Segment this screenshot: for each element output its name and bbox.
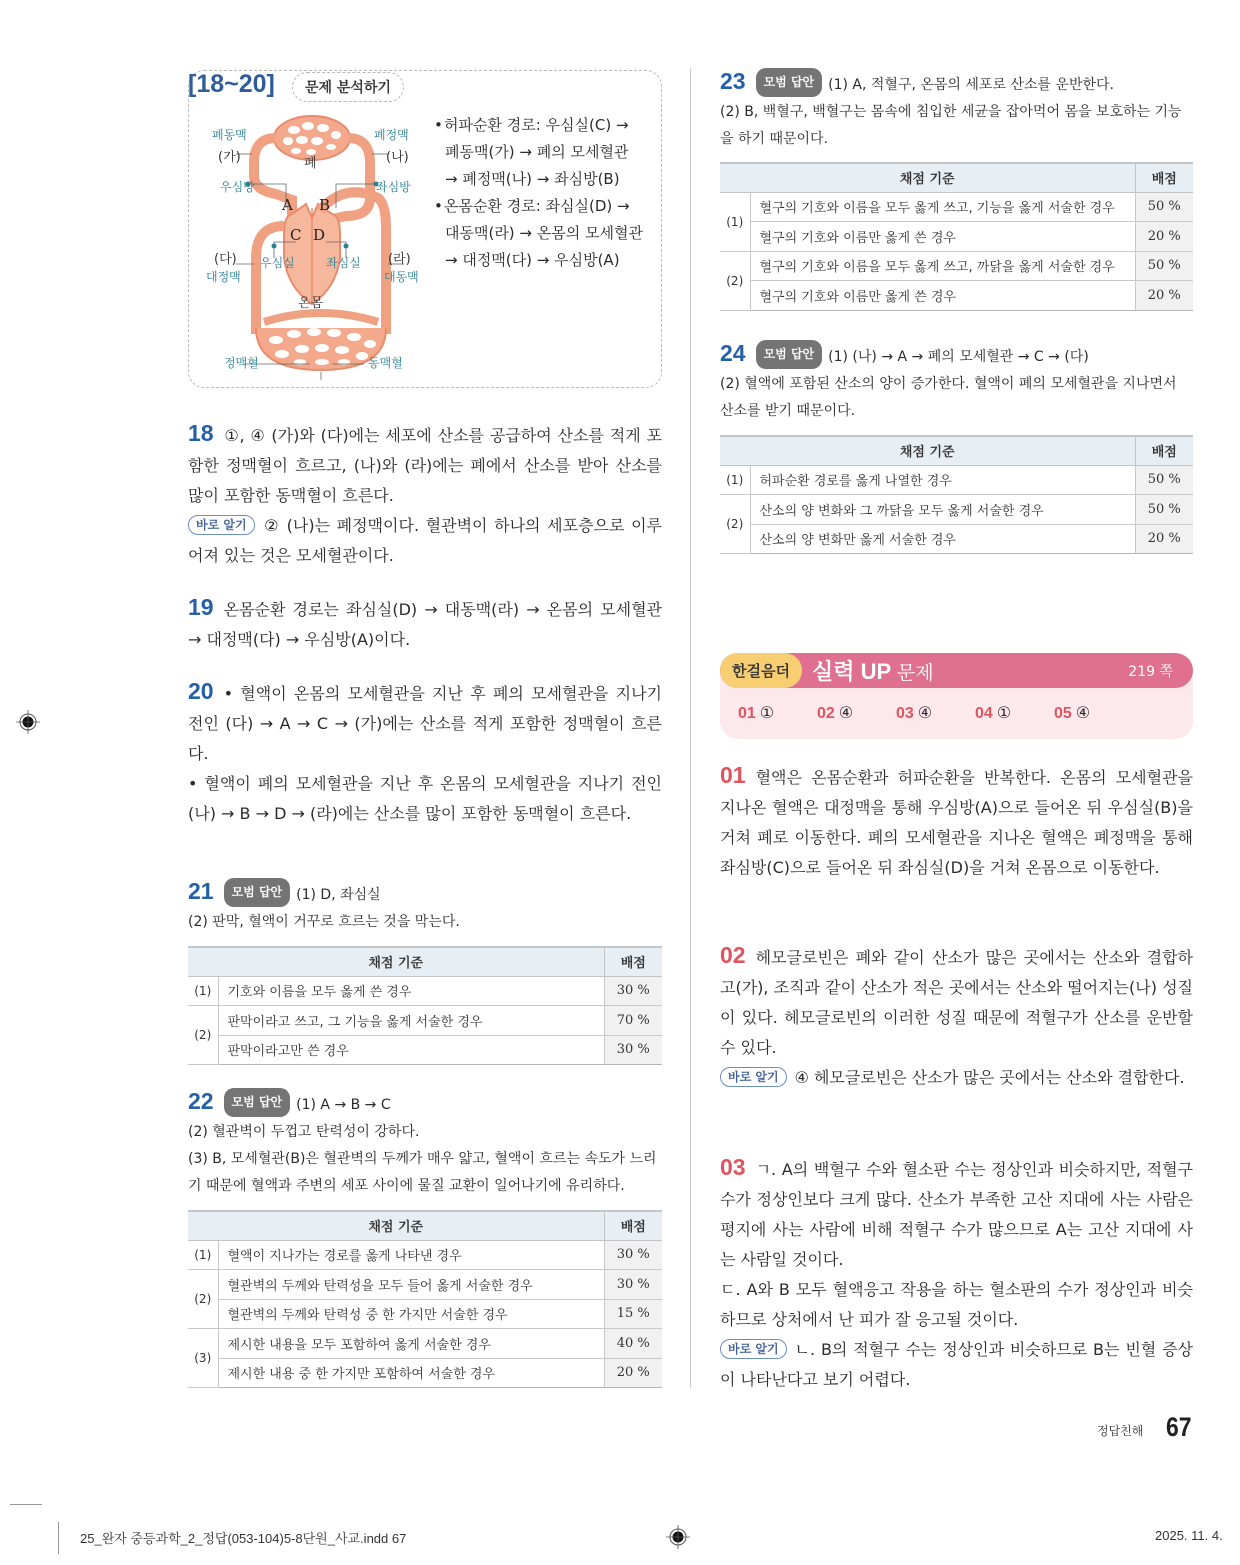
- model-answer-badge: 모범 답안: [224, 878, 291, 907]
- circulation-diagram: [196, 108, 428, 380]
- stepup-explanation-02: 02 헤모글로빈은 폐와 같이 산소가 많은 곳에서는 산소와 결합하고(가), 조직과 같이 산소가 적은 곳에서는 산소와 떨어지는(나) 성질이 있다. 헤모글로빈의 이러한 성질 때문에 적혈구가 산소를 운반할 수 있다. 바로 알기 ④ 헤모글로빈은 산소가 많은 곳에서는 산소와 결합한다.: [720, 942, 1193, 1087]
- check-badge: 바로 알기: [720, 1339, 787, 1359]
- question-number: 21: [188, 878, 214, 904]
- table-row: (1) 혈액이 지나가는 경로를 옳게 나타낸 경우 30 %: [188, 1240, 662, 1270]
- letter-b: B: [319, 196, 331, 214]
- crop-mark: [58, 1522, 59, 1554]
- table-row: 혈관벽의 두께와 탄력성 중 한 가지만 서술한 경우 15 %: [188, 1299, 662, 1329]
- mark-ra: (라): [388, 252, 411, 267]
- page-number: 67: [1166, 1412, 1192, 1442]
- table-row: (2) 산소의 양 변화와 그 까닭을 모두 옳게 서술한 경우 50 %: [720, 495, 1193, 525]
- print-date: 2025. 11. 4.: [1155, 1528, 1223, 1543]
- registration-mark-icon: [16, 710, 40, 734]
- check-badge: 바로 알기: [720, 1067, 787, 1087]
- question-number: 20: [188, 678, 214, 704]
- label-arterial-blood: 동맥혈: [368, 356, 403, 370]
- stepup-tag: 한걸음더: [720, 653, 802, 688]
- analysis-points: •허파순환 경로: 우심실(C) → 폐동맥(가) → 폐의 모세혈관 → 폐정맥(나) → 좌심방(B) •온몸순환 경로: 좌심실(D) → 대동맥(라) → 온몸의 모세혈관 → 대정맥(다) → 우심방(A): [434, 112, 654, 274]
- analysis-tag: 문제 분석하기: [292, 72, 404, 102]
- stepup-title: 실력 UP 문제: [812, 659, 934, 684]
- print-slug: 25_완자 중등과학_2_정답(053-104)5-8단원_사교.indd 67: [80, 1531, 407, 1546]
- table-row: (1) 기호와 이름을 모두 옳게 쓴 경우 30 %: [188, 976, 662, 1006]
- stepup-answer: 05 ④: [1054, 703, 1091, 722]
- column-divider: [690, 68, 691, 1388]
- stepup-explanation-01: 01 혈액은 온몸순환과 허파순환을 반복한다. 온몸의 모세혈관을 지나온 혈액은 대정맥을 통해 우심방(A)으로 들어온 뒤 우심실(B)을 거쳐 폐로 이동한다. 폐의 모세혈관을 지나온 혈액은 폐정맥을 통해 좌심방(C)으로 들어온 뒤 좌심실(D)을 거쳐 온몸으로 이동한다.: [720, 762, 1193, 877]
- question-number: 24: [720, 340, 746, 366]
- stepup-explanation-03: 03 ㄱ. A의 백혈구 수와 혈소판 수는 정상인과 비슷하지만, 적혈구 수가 정상인보다 크게 많다. 산소가 부족한 고산 지대에 사는 사람은 평지에 사는 사람에 비해 적혈구 수가 많으므로 A는 고산 지대에 사는 사람일 것이다. ㄷ. A와 B 모두 혈액응고 작용을 하는 혈소판의 수가 정상인과 비슷하므로 상처에서 난 피가 잘 응고될 것이다. 바로 알기 ㄴ. B의 적혈구 수는 정상인과 비슷하므로 B는 빈혈 증상이 나타난다고 보기 어렵다.: [720, 1154, 1193, 1389]
- mark-da: (다): [214, 252, 237, 267]
- check-badge: 바로 알기: [188, 515, 255, 535]
- question-number: 02: [720, 942, 746, 968]
- question-range-title: [18~20]: [188, 70, 275, 98]
- mark-na: (나): [386, 150, 409, 165]
- grading-table-22: 채점 기준 배점 (1) 혈액이 지나가는 경로를 옳게 나타낸 경우 30 % (2) 혈관벽의 두께와 탄력성을 모두 들어 옳게 서술한 경우 30 % 혈관벽의 두께와 탄력성 중 한 가지만 서술한 경우 15 % (3) 제시한 내용을 모두 포함하여 옳게 서술한 경우 40 % 제시한 내용 중 한 가지만 포함하여 서술한 경우 20 %: [188, 1210, 662, 1388]
- table-row: (2) 판막이라고 쓰고, 그 기능을 옳게 서술한 경우 70 %: [188, 1006, 662, 1036]
- footer-section-label: 정답친해: [1097, 1424, 1144, 1438]
- label-venous-blood: 정맥혈: [224, 356, 259, 370]
- letter-a: A: [282, 196, 293, 214]
- label-left-ventricle: 좌심실: [326, 256, 361, 270]
- question-number: 22: [188, 1088, 214, 1114]
- table-row: 산소의 양 변화만 옳게 서술한 경우 20 %: [720, 524, 1193, 554]
- registration-mark-icon: [666, 1525, 690, 1549]
- stepup-page-ref: 219 쪽: [1128, 664, 1173, 680]
- label-right-ventricle: 우심실: [260, 256, 295, 270]
- table-row: (3) 제시한 내용을 모두 포함하여 옳게 서술한 경우 40 %: [188, 1329, 662, 1359]
- mark-ga: (가): [218, 150, 241, 165]
- table-row: 혈구의 기호와 이름만 옳게 쓴 경우 20 %: [720, 281, 1193, 311]
- crop-mark: [10, 1504, 42, 1505]
- stepup-answer-list: [738, 703, 1133, 723]
- question-number: 03: [720, 1154, 746, 1180]
- label-lung: 폐: [304, 156, 317, 171]
- stepup-banner: [720, 653, 1193, 739]
- answer-22: 22 모범 답안 (1) A → B → C (2) 혈관벽이 두껍고 탄력성이 강하다. (3) B, 모세혈관(B)은 혈관벽의 두께가 매우 얇고, 혈액이 흐르는 속도가 느리기 때문에 혈액과 주변의 세포 사이에 물질 교환이 일어나기에 유리하다.: [188, 1088, 657, 1194]
- label-pulmonary-artery: 폐동맥: [212, 128, 247, 142]
- question-number: 18: [188, 420, 214, 446]
- analysis-point-systemic: •온몸순환 경로: 좌심실(D) →: [434, 197, 630, 215]
- letter-c: C: [290, 226, 302, 244]
- letter-d: D: [313, 226, 326, 244]
- stepup-answer: 04 ①: [975, 703, 1012, 722]
- question-number: 19: [188, 594, 214, 620]
- answer-18: 18 ①, ④ (가)와 (다)에는 세포에 산소를 공급하여 산소를 적게 포함한 정맥혈이 흐르고, (나)와 (라)에는 폐에서 산소를 받아 산소를 많이 포함한 동맥혈이 흐른다. 바로 알기 ② (나)는 폐정맥이다. 혈관벽이 하나의 세포층으로 이루어져 있는 것은 모세혈관이다.: [188, 420, 662, 565]
- table-row: (2) 혈구의 기호와 이름을 모두 옳게 쓰고, 까닭을 옳게 서술한 경우 50 %: [720, 251, 1193, 281]
- table-row: 판막이라고만 쓴 경우 30 %: [188, 1035, 662, 1065]
- model-answer-badge: 모범 답안: [224, 1088, 291, 1117]
- stepup-answer: 01 ①: [738, 703, 775, 722]
- answer-23: 23 모범 답안 (1) A, 적혈구, 온몸의 세포로 산소를 운반한다. (2) B, 백혈구, 백혈구는 몸속에 침입한 세균을 잡아먹어 몸을 보호하는 기능을 하기 때문이다.: [720, 68, 1182, 147]
- analysis-point-pulmonary: •허파순환 경로: 우심실(C) →: [434, 116, 629, 134]
- stepup-answer: 02 ④: [817, 703, 854, 722]
- table-row: 혈구의 기호와 이름만 옳게 쓴 경우 20 %: [720, 222, 1193, 252]
- table-row: (2) 혈관벽의 두께와 탄력성을 모두 들어 옳게 서술한 경우 30 %: [188, 1270, 662, 1300]
- grading-table-23: 채점 기준 배점 (1) 혈구의 기호와 이름을 모두 옳게 쓰고, 기능을 옳게 서술한 경우 50 % 혈구의 기호와 이름만 옳게 쓴 경우 20 % (2) 혈구의 기호와 이름을 모두 옳게 쓰고, 까닭을 옳게 서술한 경우 50 % 혈구의 기호와 이름만 옳게 쓴 경우 20 %: [720, 162, 1193, 311]
- label-aorta: 대동맥: [384, 270, 419, 284]
- question-number: 01: [720, 762, 746, 788]
- question-number: 23: [720, 68, 746, 94]
- grading-table-21: 채점 기준 배점 (1) 기호와 이름을 모두 옳게 쓴 경우 30 % (2) 판막이라고 쓰고, 그 기능을 옳게 서술한 경우 70 % 판막이라고만 쓴 경우 30 %: [188, 946, 662, 1065]
- grading-table-24: 채점 기준 배점 (1) 허파순환 경로를 옳게 나열한 경우 50 % (2) 산소의 양 변화와 그 까닭을 모두 옳게 서술한 경우 50 % 산소의 양 변화만 옳게 서술한 경우 20 %: [720, 435, 1193, 554]
- stepup-answer: 03 ④: [896, 703, 933, 722]
- label-right-atrium: 우심방: [220, 180, 255, 194]
- answer-19: 19 온몸순환 경로는 좌심실(D) → 대동맥(라) → 온몸의 모세혈관 → 대정맥(다) → 우심방(A)이다.: [188, 594, 662, 649]
- label-pulmonary-vein: 폐정맥: [374, 128, 409, 142]
- table-row: 제시한 내용 중 한 가지만 포함하여 서술한 경우 20 %: [188, 1358, 662, 1388]
- answer-21: 21 모범 답안 (1) D, 좌심실 (2) 판막, 혈액이 거꾸로 흐르는 것을 막는다.: [188, 878, 460, 930]
- label-vena-cava: 대정맥: [206, 270, 241, 284]
- model-answer-badge: 모범 답안: [756, 340, 823, 369]
- answer-24: 24 모범 답안 (1) (나) → A → 폐의 모세혈관 → C → (다) (2) 혈액에 포함된 산소의 양이 증가한다. 혈액이 폐의 모세혈관을 지나면서 산소를 받기 때문이다.: [720, 340, 1177, 419]
- table-row: (1) 혈구의 기호와 이름을 모두 옳게 쓰고, 기능을 옳게 서술한 경우 50 %: [720, 192, 1193, 222]
- table-row: (1) 허파순환 경로를 옳게 나열한 경우 50 %: [720, 465, 1193, 495]
- label-left-atrium: 좌심방: [376, 180, 411, 194]
- answer-20: 20 • 혈액이 온몸의 모세혈관을 지난 후 폐의 모세혈관을 지나기 전인 (다) → A → C → (가)에는 산소를 적게 포함한 정맥혈이 흐른다. • 혈액이 폐의 모세혈관을 지난 후 온몸의 모세혈관을 지나기 전인 (나) → B → D → (라)에는 산소를 많이 포함한 동맥혈이 흐른다.: [188, 678, 662, 823]
- label-body: 온몸: [298, 296, 324, 311]
- model-answer-badge: 모범 답안: [756, 68, 823, 97]
